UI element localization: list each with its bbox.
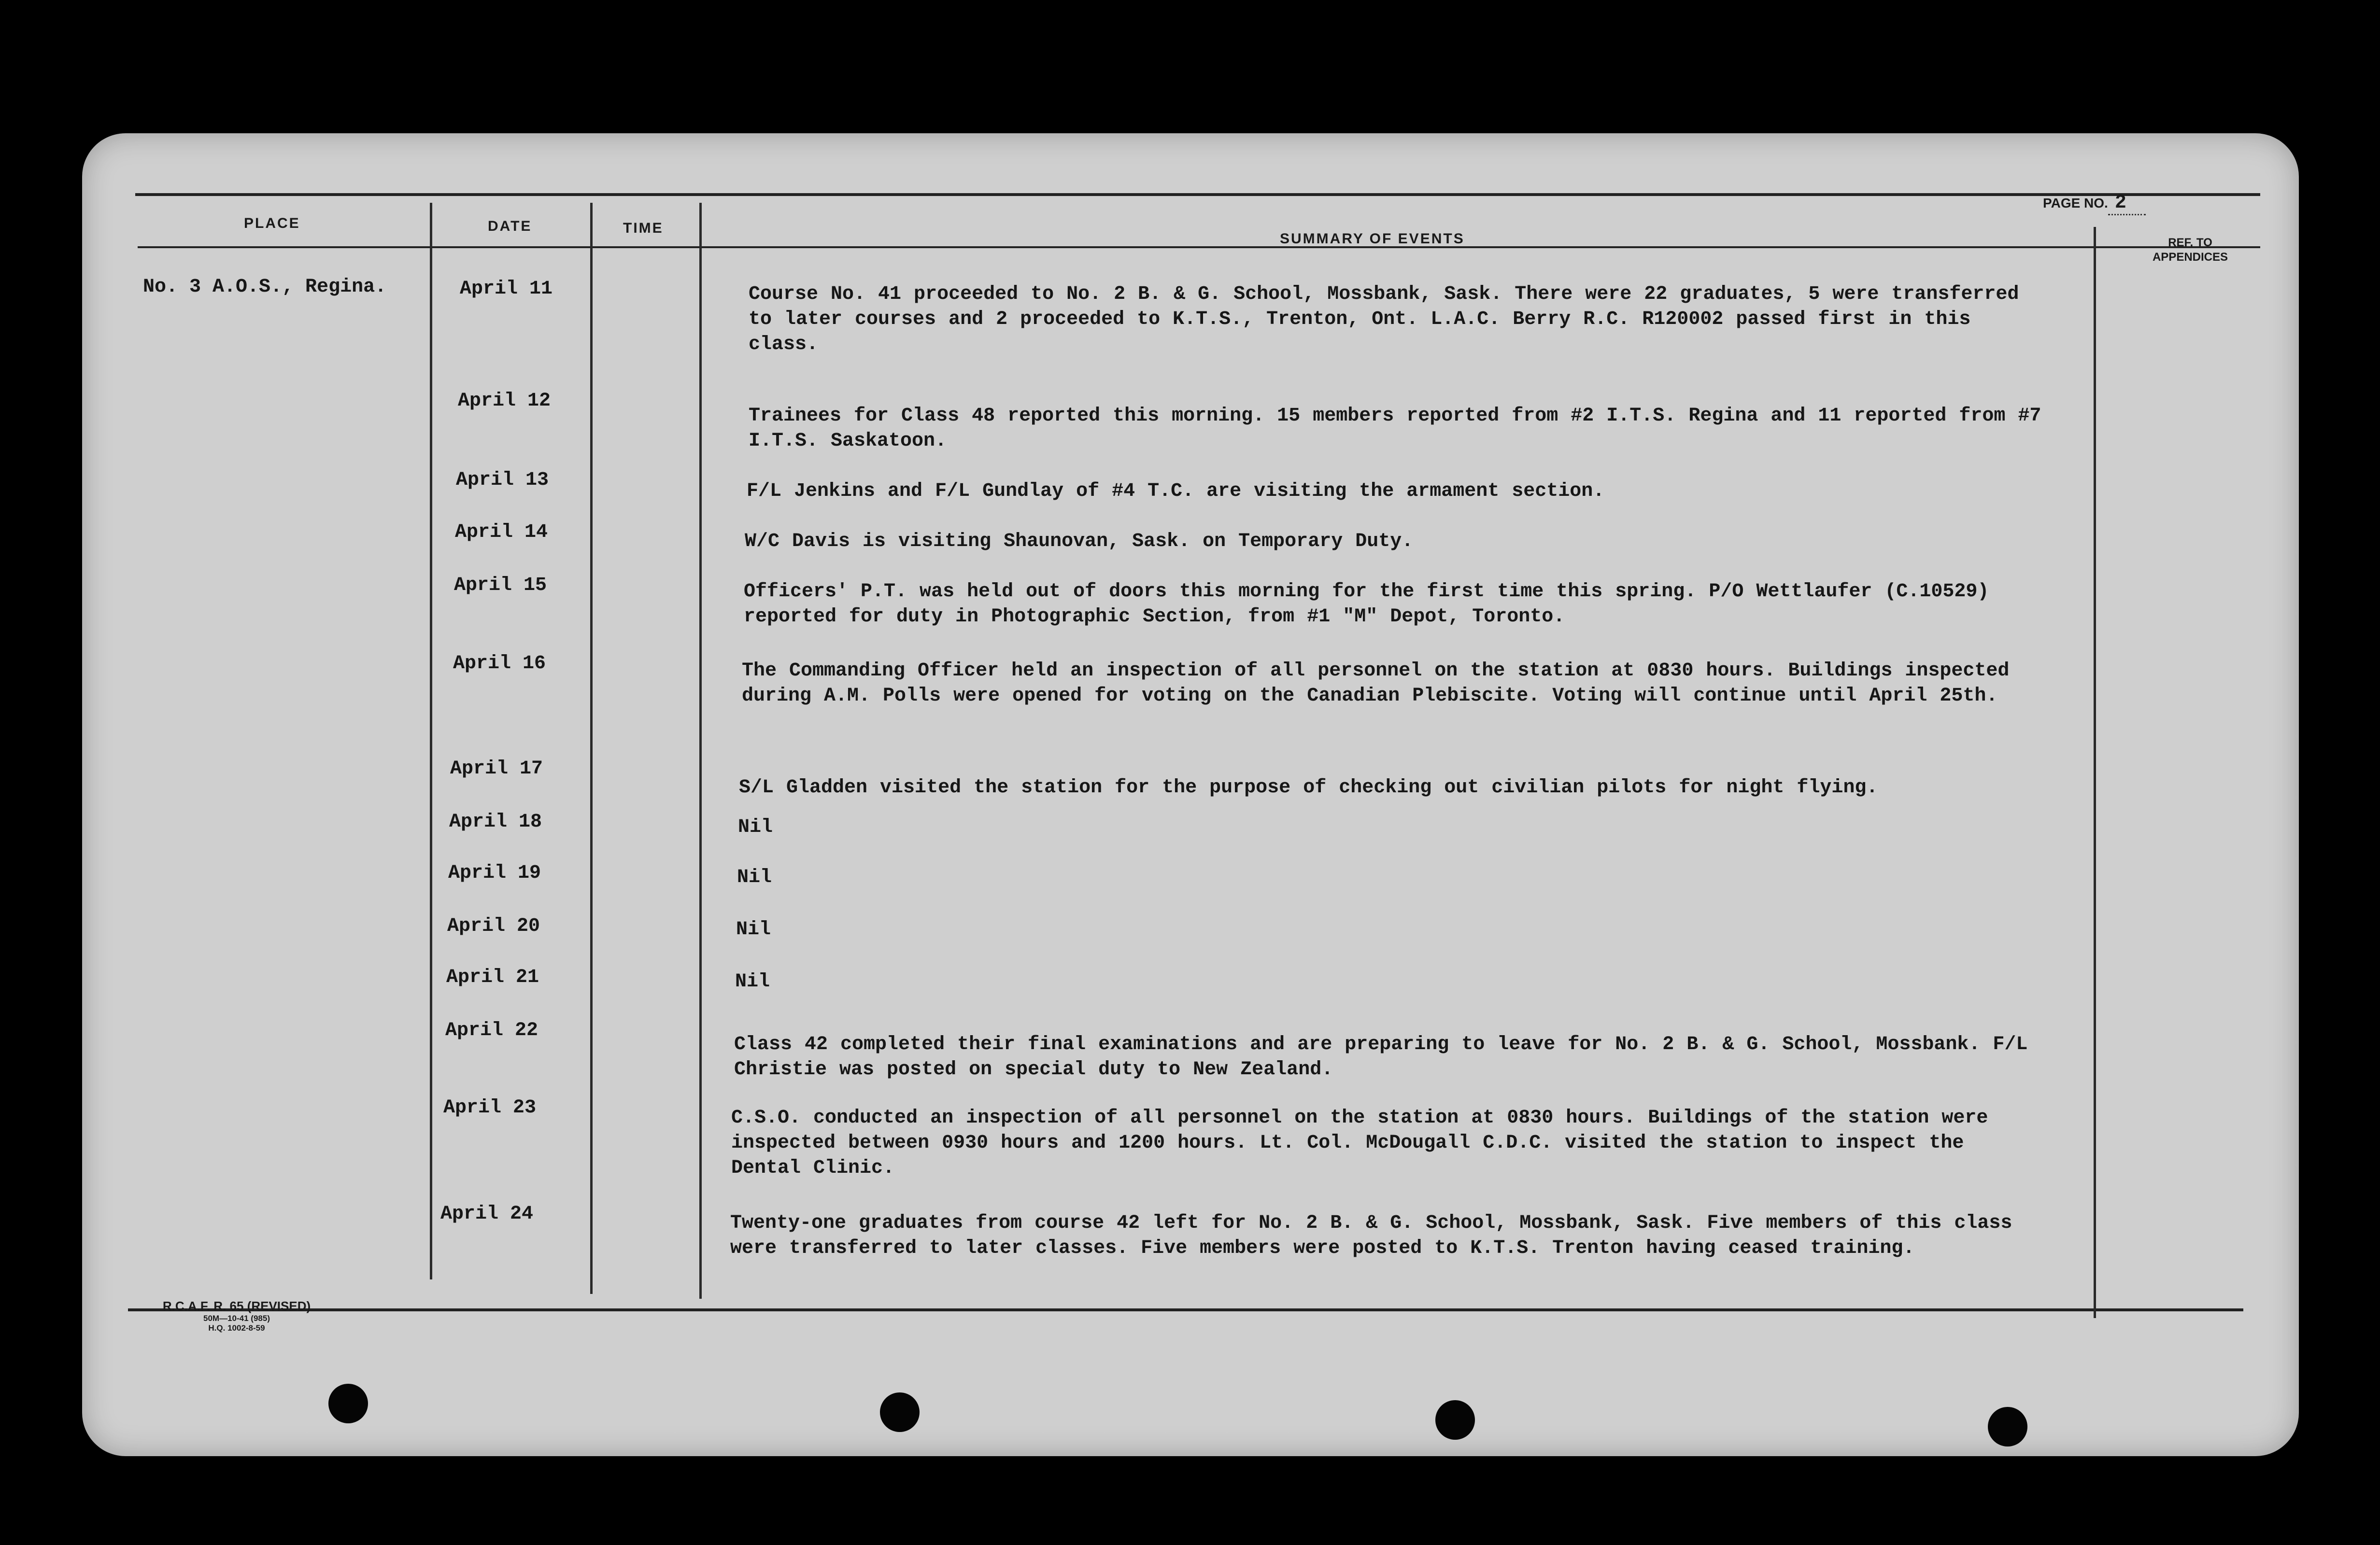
date-header: DATE <box>488 218 532 234</box>
summary-header: SUMMARY OF EVENTS <box>1280 231 1465 247</box>
place-entry: No. 3 A.O.S., Regina. <box>143 276 387 298</box>
place-header: PLACE <box>244 215 300 231</box>
entry-date: April 22 <box>445 1020 538 1041</box>
bottom-rule <box>128 1308 2243 1311</box>
entry-date: April 18 <box>449 811 542 833</box>
entry-summary: The Commanding Officer held an inspection of all personnel on the station at 0830 hours. Buildings inspected during A.M. Polls were opened for voting on the Canadian Plebiscite. Voting will continue until April 25th. <box>742 660 2010 707</box>
entry-date: April 17 <box>450 758 543 780</box>
summary-ref-divider <box>2094 227 2096 1318</box>
entry-summary: Nil <box>735 971 770 993</box>
page-number-label <box>2043 192 2146 214</box>
punch-hole <box>1435 1400 1475 1440</box>
entry-date: April 11 <box>460 278 553 300</box>
ref-header-line1: REF. TO <box>2168 236 2212 249</box>
place-date-divider <box>430 203 432 1279</box>
entry-summary: C.S.O. conducted an inspection of all personnel on the station at 0830 hours. Buildings of the station were inspected between 0930 hours and 1200 hours. Lt. Col. McDougall C.D.C. visited the station to inspect the Dental Clinic. <box>731 1107 1988 1179</box>
entry-summary: Course No. 41 proceeded to No. 2 B. & G. School, Mossbank, Sask. There were 22 graduates, 5 were transferred to later courses and 2 proceeded to K.T.S., Trenton, Ont. L.A.C. Berry R.C. R120002 passed first in this class. <box>749 283 2019 355</box>
form-reference <box>126 1299 348 1333</box>
page-label: PAGE NO. <box>2043 196 2108 211</box>
print-code: 50M—10-41 (985) <box>203 1314 270 1323</box>
ref-header-line2: APPENDICES <box>2152 251 2228 264</box>
header-rule <box>138 246 2260 248</box>
entry-summary: Trainees for Class 48 reported this morning. 15 members reported from #2 I.T.S. Regina and 11 reported from #7 I.T.S. Saskatoon. <box>749 405 2041 452</box>
entry-summary: Officers' P.T. was held out of doors this morning for the first time this spring. P/O Wettlaufer (C.10529) reported for duty in Photographic Section, from #1 "M" Depot, Toronto. <box>744 581 1989 628</box>
entry-summary: Twenty-one graduates from course 42 left for No. 2 B. & G. School, Mossbank, Sask. Five members of this class were transferred to later classes. Five members were posted to K.T.S. Trenton having ceased training. <box>730 1212 2012 1259</box>
entry-summary: Nil <box>736 919 771 941</box>
hq-code: H.Q. 1002-8-59 <box>208 1323 265 1333</box>
entry-date: April 12 <box>458 390 551 412</box>
entry-date: April 19 <box>448 862 541 884</box>
punch-hole <box>328 1384 368 1423</box>
entry-date: April 21 <box>446 967 539 988</box>
entry-summary: Class 42 completed their final examinations and are preparing to leave for No. 2 B. & G. School, Mossbank. F/L Christie was posted on special duty to New Zealand. <box>734 1034 2028 1081</box>
entry-date: April 13 <box>456 469 549 491</box>
entry-summary: Nil <box>738 816 773 838</box>
entry-summary: Nil <box>737 867 772 888</box>
punch-hole <box>1988 1407 2027 1447</box>
time-header: TIME <box>623 220 664 236</box>
top-rule <box>135 193 2260 196</box>
entry-date: April 23 <box>443 1097 537 1119</box>
punch-hole <box>880 1392 920 1432</box>
entry-summary: S/L Gladden visited the station for the purpose of checking out civilian pilots for night flying. <box>739 777 1878 799</box>
entry-date: April 24 <box>440 1203 534 1225</box>
entry-date: April 20 <box>447 915 540 937</box>
time-summary-divider <box>699 203 702 1299</box>
entry-date: April 14 <box>455 521 548 543</box>
date-time-divider <box>590 203 593 1294</box>
entry-summary: F/L Jenkins and F/L Gundlay of #4 T.C. are visiting the armament section. <box>747 480 1605 502</box>
form-number: R.C.A.F. R. 65 (REVISED) <box>162 1299 311 1313</box>
page-number: 2 <box>2108 192 2146 215</box>
entry-summary: W/C Davis is visiting Shaunovan, Sask. on Temporary Duty. <box>745 531 1414 552</box>
entry-date: April 16 <box>453 653 546 674</box>
entry-date: April 15 <box>454 575 547 596</box>
ref-appendices-header <box>2125 236 2255 265</box>
